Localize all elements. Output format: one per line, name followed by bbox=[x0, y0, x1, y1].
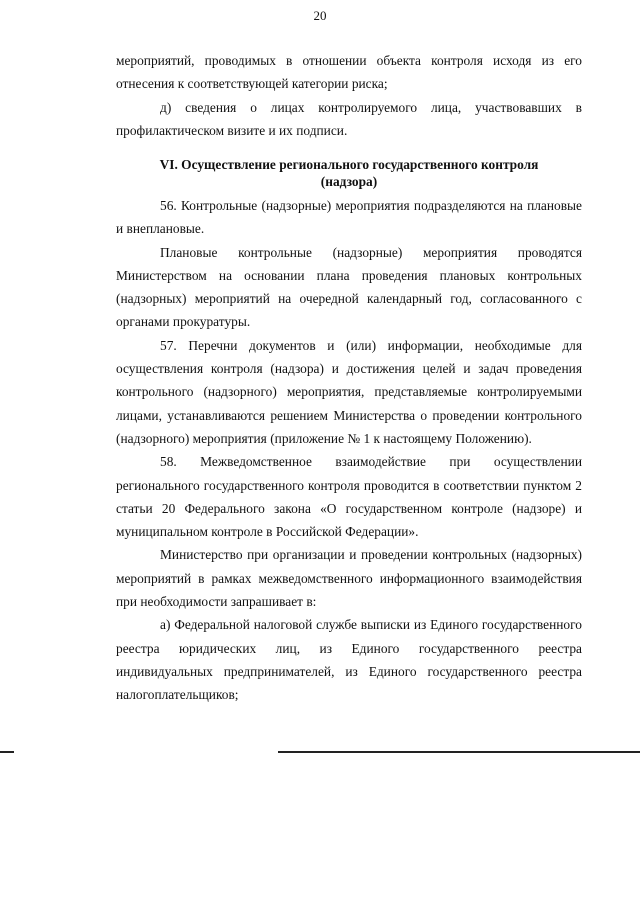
section-text-block bbox=[116, 194, 582, 707]
paragraph-58: 58. Межведомственное взаимодействие при осуществлении регионального государственного контроля проводится в соответствии пунктом 2 статьи 20 Федерального закона «О государственном контроле (надзоре) и муниципальном контроле в Российской Федерации». bbox=[116, 454, 582, 540]
section-heading bbox=[116, 156, 582, 190]
paragraph-57: 57. Перечни документов и (или) информации, необходимые для осуществления контроля (надзора) и достижения целей и задач проведения контрольного (надзорного) мероприятия, представляемые контролируемыми лицами, устанавливаются решением Министерства о проведении контрольного (надзорного) мероприятия (приложение № 1 к настоящему Положению). bbox=[116, 337, 582, 446]
paragraph-item-a: а) Федеральной налоговой службе выписки из Единого государственного реестра юридических лиц, из Единого государственного реестра индивидуальных предпринимателей, из Единого государственного реестра налогоплательщиков; bbox=[116, 617, 582, 703]
footer-rule-left bbox=[0, 751, 14, 753]
paragraph-56: 56. Контрольные (надзорные) мероприятия подразделяются на плановые и внеплановые. bbox=[116, 198, 582, 237]
footer-rule-right bbox=[278, 751, 640, 753]
section-heading-line1: VI. Осуществление регионального государственного контроля bbox=[159, 157, 539, 172]
paragraph-ministry-requests: Министерство при организации и проведении контрольных (надзорных) мероприятий в рамках межведомственного информационного взаимодействия при необходимости запрашивает в: bbox=[116, 547, 582, 610]
paragraph-item-d: д) сведения о лицах контролируемого лица, участвовавших в профилактическом визите и их подписи. bbox=[116, 99, 582, 138]
page-number: 20 bbox=[313, 8, 327, 23]
section-heading-line2: (надзора) bbox=[320, 174, 378, 189]
paragraph-continuation: мероприятий, проводимых в отношении объекта контроля исходя из его отнесения к соответствующей категории риска; bbox=[116, 53, 582, 92]
paragraph-planned-measures: Плановые контрольные (надзорные) мероприятия проводятся Министерством на основании плана проведения плановых контрольных (надзорных) мероприятий на очередной календарный год, согласованного с органами прокуратуры. bbox=[116, 244, 582, 330]
top-text-block bbox=[116, 49, 582, 142]
